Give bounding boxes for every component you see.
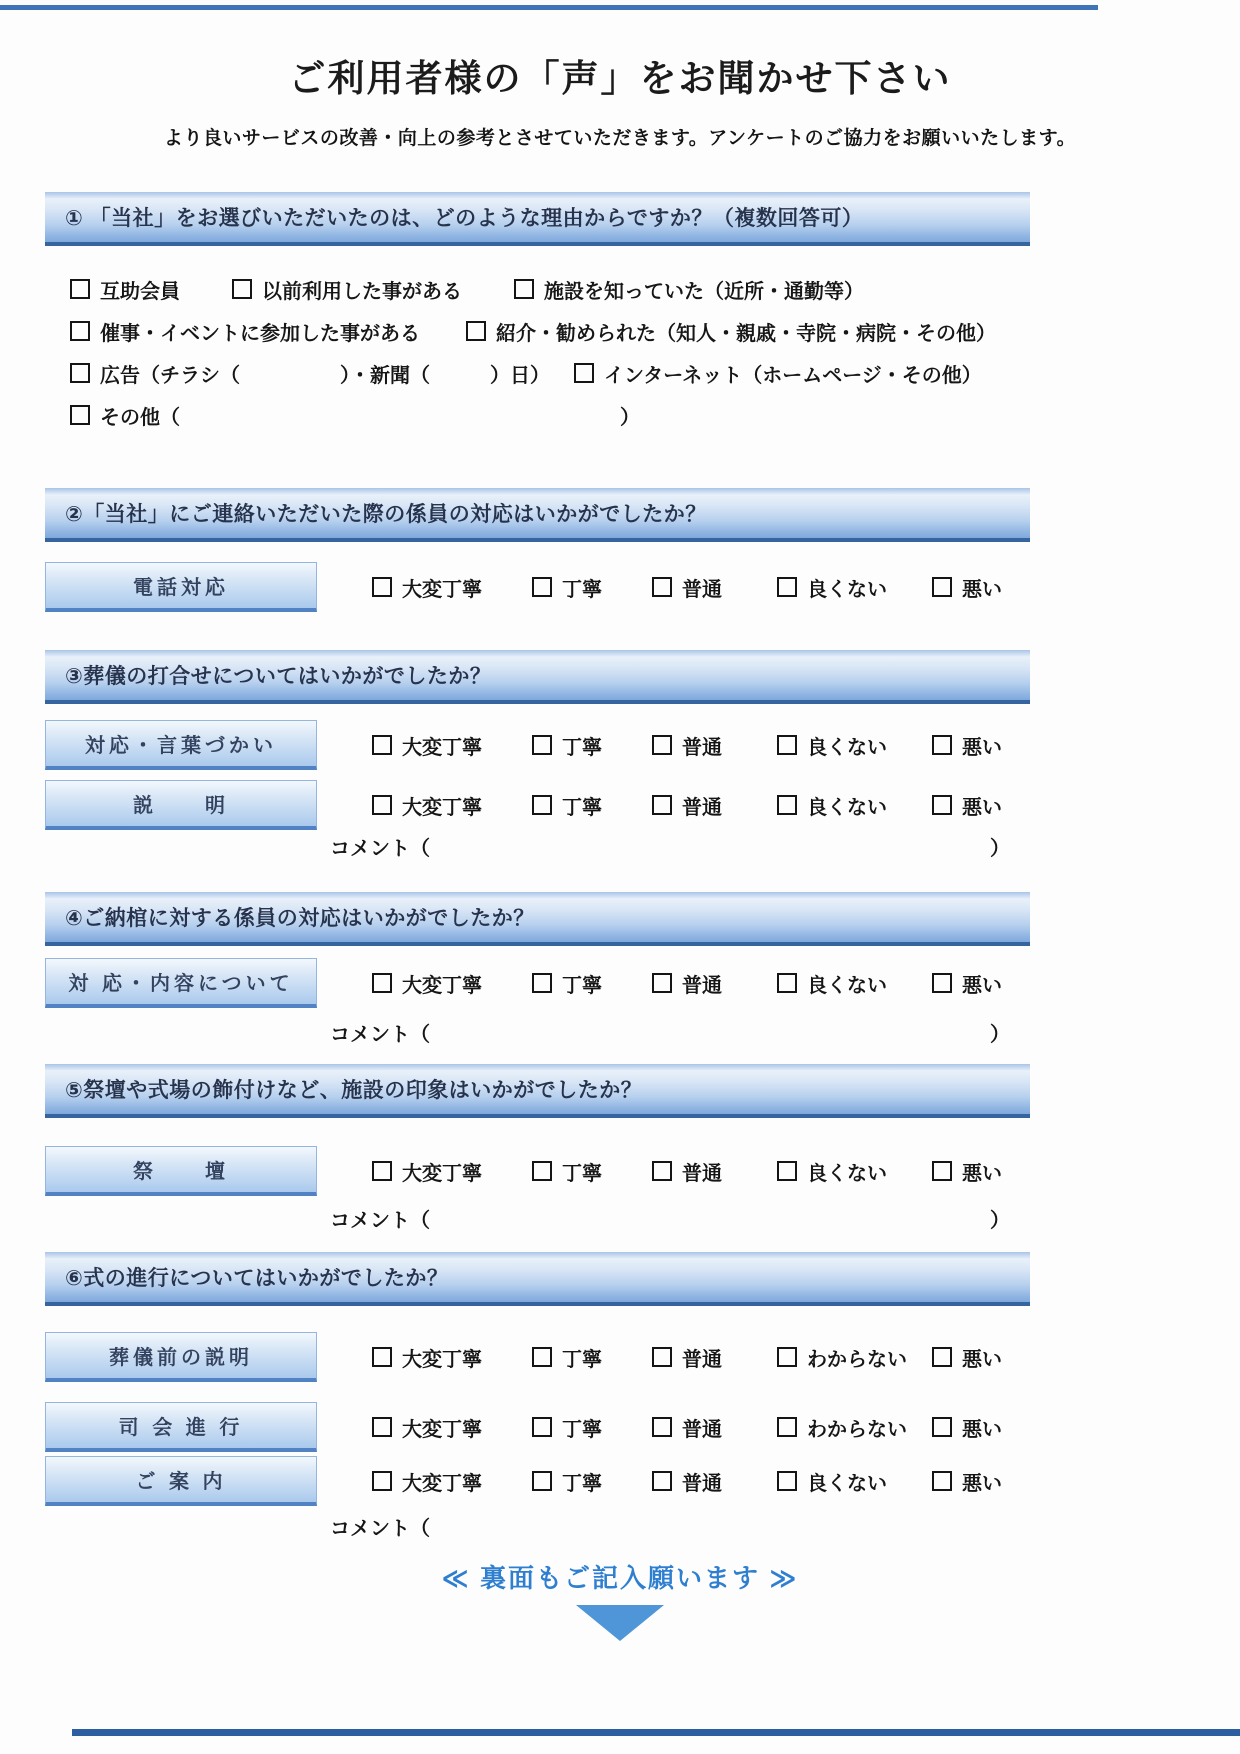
option-other xyxy=(70,401,640,430)
row-label-response-content xyxy=(45,958,317,1008)
checkbox[interactable] xyxy=(652,795,672,815)
rating-option xyxy=(932,1467,1002,1496)
checkbox[interactable] xyxy=(532,795,552,815)
rating-option xyxy=(932,731,1002,760)
checkbox[interactable] xyxy=(932,577,952,597)
rating-option xyxy=(372,731,532,760)
checkbox[interactable] xyxy=(574,363,594,383)
checkbox[interactable] xyxy=(777,973,797,993)
row-label-text: 祭 壇 xyxy=(133,1161,229,1183)
checkbox[interactable] xyxy=(532,1161,552,1181)
comment-open-label: コメント（ xyxy=(330,838,430,860)
rating-option xyxy=(372,1413,532,1442)
rating-option xyxy=(932,573,1002,602)
checkbox[interactable] xyxy=(932,1417,952,1437)
checkbox[interactable] xyxy=(372,973,392,993)
section-1-header: ① 「当社」をお選びいただいたのは、どのような理由からですか？（複数回答可） xyxy=(45,192,1030,246)
checkbox[interactable] xyxy=(70,363,90,383)
option-label: 大変丁寧 xyxy=(402,796,482,819)
comment-field[interactable] xyxy=(330,1514,1010,1544)
comment-open-label: コメント（ xyxy=(330,1210,430,1232)
checkbox[interactable] xyxy=(532,973,552,993)
rating-option xyxy=(532,731,652,760)
page-subtitle: より良いサービスの改善・向上の参考とさせていただきます。アンケートのご協力をお願いいたします。 xyxy=(163,128,1077,149)
option-label: 広告（チラシ（ ）・新聞（ ）日） xyxy=(100,364,550,387)
option-label: 丁寧 xyxy=(562,974,602,997)
rating-option xyxy=(532,1157,652,1186)
rating-options xyxy=(372,731,1002,760)
rating-option xyxy=(777,1343,932,1372)
checkbox[interactable] xyxy=(70,405,90,425)
checkbox[interactable] xyxy=(232,279,252,299)
section-6-header: ⑥式の進行についてはいかがでしたか？ xyxy=(45,1252,1030,1306)
rating-option xyxy=(652,969,777,998)
rating-option xyxy=(932,1343,1002,1372)
comment-open-label: コメント（ xyxy=(330,1024,430,1046)
option-label: 催事・イベントに参加した事がある xyxy=(100,322,420,345)
option-label: 悪い xyxy=(962,1162,1002,1185)
rating-option xyxy=(652,1467,777,1496)
option-label: 丁寧 xyxy=(562,1472,602,1495)
option-label: わからない xyxy=(807,1418,907,1441)
scan-edge-line-bottom xyxy=(72,1729,1240,1736)
option-label: 丁寧 xyxy=(562,1348,602,1371)
rating-option xyxy=(777,731,932,760)
rating-option xyxy=(652,1413,777,1442)
checkbox[interactable] xyxy=(652,577,672,597)
checkbox[interactable] xyxy=(372,1471,392,1491)
rating-option xyxy=(777,969,932,998)
option-attended-event xyxy=(70,317,420,346)
option-label: 丁寧 xyxy=(562,1162,602,1185)
option-label: わからない xyxy=(807,1348,907,1371)
section-3-header: ③葬儀の打合せについてはいかがでしたか？ xyxy=(45,650,1030,704)
checkbox[interactable] xyxy=(777,735,797,755)
checkbox[interactable] xyxy=(372,795,392,815)
scan-edge-line-top xyxy=(0,5,1098,10)
rating-option xyxy=(532,1467,652,1496)
row-label-text: ご 案 内 xyxy=(135,1471,227,1493)
option-label: 悪い xyxy=(962,1348,1002,1371)
rating-option xyxy=(652,1343,777,1372)
option-label: 大変丁寧 xyxy=(402,1418,482,1441)
option-label: 普通 xyxy=(682,1472,722,1495)
rating-option xyxy=(372,573,532,602)
checkbox[interactable] xyxy=(932,1161,952,1181)
checkbox[interactable] xyxy=(932,973,952,993)
option-label: 普通 xyxy=(682,1348,722,1371)
checkbox[interactable] xyxy=(777,1347,797,1367)
section-5-header: ⑤祭壇や式場の飾付けなど、施設の印象はいかがでしたか？ xyxy=(45,1064,1030,1118)
rating-option xyxy=(652,1157,777,1186)
checkbox[interactable] xyxy=(932,735,952,755)
rating-options xyxy=(372,791,1002,820)
option-line xyxy=(70,356,1240,390)
option-label: 普通 xyxy=(682,578,722,601)
checkbox[interactable] xyxy=(777,795,797,815)
option-label: 良くない xyxy=(807,1162,887,1185)
rating-option xyxy=(652,731,777,760)
back-page-note: ≪ 裏面もご記入願います ≫ xyxy=(441,1563,799,1593)
row-label-text: 葬儀前の説明 xyxy=(109,1347,253,1369)
checkbox[interactable] xyxy=(372,577,392,597)
rating-option xyxy=(372,1157,532,1186)
option-label: 良くない xyxy=(807,578,887,601)
option-label: 丁寧 xyxy=(562,1418,602,1441)
rating-options xyxy=(372,1413,1002,1442)
row-label-text: 対 応・内容について xyxy=(68,973,294,995)
rating-option xyxy=(372,791,532,820)
rating-row-casket xyxy=(45,958,1240,1008)
option-line xyxy=(70,314,1240,348)
row-label-text: 司 会 進 行 xyxy=(118,1417,244,1439)
checkbox[interactable] xyxy=(932,1347,952,1367)
row-label-guidance xyxy=(45,1456,317,1506)
checkbox[interactable] xyxy=(932,795,952,815)
checkbox[interactable] xyxy=(70,279,90,299)
checkbox[interactable] xyxy=(532,1347,552,1367)
checkbox[interactable] xyxy=(372,1417,392,1437)
checkbox[interactable] xyxy=(652,735,672,755)
option-label: 互助会員 xyxy=(100,280,180,303)
checkbox[interactable] xyxy=(466,321,486,341)
option-label: 普通 xyxy=(682,736,722,759)
page-title: ご利用者様の「声」をお聞かせ下さい xyxy=(288,58,952,99)
checkbox[interactable] xyxy=(372,1347,392,1367)
checkbox[interactable] xyxy=(777,1471,797,1491)
comment-field[interactable] xyxy=(330,1206,1010,1236)
option-label: 大変丁寧 xyxy=(402,1472,482,1495)
option-label: その他（ ） xyxy=(100,406,640,429)
rating-option xyxy=(532,791,652,820)
option-advertisement xyxy=(70,359,550,388)
rating-options xyxy=(372,1157,1002,1186)
row-label-text: 説 明 xyxy=(133,795,229,817)
option-label: 大変丁寧 xyxy=(402,1162,482,1185)
option-label: 良くない xyxy=(807,736,887,759)
rating-row-attitude xyxy=(45,720,1240,770)
row-label-text: 対応・言葉づかい xyxy=(85,735,277,757)
checkbox[interactable] xyxy=(932,1471,952,1491)
row-label-mc-progress xyxy=(45,1402,317,1452)
rating-option xyxy=(372,1467,532,1496)
row-label-altar xyxy=(45,1146,317,1196)
rating-option xyxy=(932,1413,1002,1442)
option-label: インターネット（ホームページ・その他） xyxy=(604,364,982,387)
section-4-header: ④ご納棺に対する係員の対応はいかがでしたか？ xyxy=(45,892,1030,946)
rating-option xyxy=(777,1467,932,1496)
row-label-explanation xyxy=(45,780,317,830)
comment-close-label: ） xyxy=(990,838,1010,860)
option-label: 大変丁寧 xyxy=(402,736,482,759)
section-2-header: ②「当社」にご連絡いただいた際の係員の対応はいかがでしたか？ xyxy=(45,488,1030,542)
option-label: 丁寧 xyxy=(562,736,602,759)
rating-row-explanation xyxy=(45,780,1240,830)
checkbox[interactable] xyxy=(652,1161,672,1181)
checkbox[interactable] xyxy=(532,1471,552,1491)
rating-option xyxy=(532,1343,652,1372)
rating-option xyxy=(932,1157,1002,1186)
option-label: 普通 xyxy=(682,1418,722,1441)
comment-field[interactable] xyxy=(330,1020,1010,1050)
rating-row-guidance xyxy=(45,1456,1240,1506)
rating-option xyxy=(372,969,532,998)
option-line xyxy=(70,272,1240,306)
rating-options xyxy=(372,1343,1002,1372)
row-label-attitude-wording xyxy=(45,720,317,770)
checkbox[interactable] xyxy=(532,1417,552,1437)
option-label: 悪い xyxy=(962,1418,1002,1441)
checkbox[interactable] xyxy=(777,1161,797,1181)
rating-option xyxy=(532,1413,652,1442)
checkbox[interactable] xyxy=(652,1417,672,1437)
option-label: 良くない xyxy=(807,1472,887,1495)
option-mutual-aid-member xyxy=(70,275,180,304)
option-label: 悪い xyxy=(962,736,1002,759)
option-label: 丁寧 xyxy=(562,796,602,819)
rating-row-altar xyxy=(45,1146,1240,1196)
option-referral xyxy=(466,317,996,346)
checkbox[interactable] xyxy=(514,279,534,299)
rating-row-phone xyxy=(45,562,1240,612)
comment-close-label: ） xyxy=(990,1210,1010,1232)
rating-option xyxy=(932,791,1002,820)
option-label: 丁寧 xyxy=(562,578,602,601)
checkbox[interactable] xyxy=(777,577,797,597)
checkbox[interactable] xyxy=(652,973,672,993)
checkbox[interactable] xyxy=(70,321,90,341)
rating-option xyxy=(777,573,932,602)
option-label: 大変丁寧 xyxy=(402,974,482,997)
checkbox[interactable] xyxy=(372,1161,392,1181)
rating-option xyxy=(777,791,932,820)
section-1-options xyxy=(70,272,1240,432)
rating-row-mc-progress xyxy=(45,1402,1240,1452)
row-label-text: 電話対応 xyxy=(133,577,229,599)
option-label: 良くない xyxy=(807,796,887,819)
checkbox[interactable] xyxy=(652,1471,672,1491)
checkbox[interactable] xyxy=(372,735,392,755)
rating-options xyxy=(372,573,1002,602)
option-label: 大変丁寧 xyxy=(402,578,482,601)
checkbox[interactable] xyxy=(532,735,552,755)
option-label: 悪い xyxy=(962,974,1002,997)
option-label: 悪い xyxy=(962,578,1002,601)
option-label: 普通 xyxy=(682,974,722,997)
checkbox[interactable] xyxy=(532,577,552,597)
option-label: 大変丁寧 xyxy=(402,1348,482,1371)
option-internet xyxy=(574,359,982,388)
rating-option xyxy=(372,1343,532,1372)
rating-option xyxy=(777,1157,932,1186)
rating-option xyxy=(532,573,652,602)
option-used-before xyxy=(232,275,462,304)
rating-option xyxy=(932,969,1002,998)
row-label-pre-funeral-explanation xyxy=(45,1332,317,1382)
rating-option xyxy=(532,969,652,998)
option-label: 普通 xyxy=(682,1162,722,1185)
rating-options xyxy=(372,969,1002,998)
rating-row-pre-funeral-explanation xyxy=(45,1332,1240,1382)
row-label-phone-response xyxy=(45,562,317,612)
option-label: 紹介・勧められた（知人・親戚・寺院・病院・その他） xyxy=(496,322,996,345)
comment-close-label: ） xyxy=(990,1024,1010,1046)
option-line xyxy=(70,398,1240,432)
option-label: 悪い xyxy=(962,796,1002,819)
option-label: 施設を知っていた（近所・通勤等） xyxy=(544,280,864,303)
rating-option xyxy=(777,1413,932,1442)
comment-open-label: コメント（ xyxy=(330,1518,430,1540)
option-label: 普通 xyxy=(682,796,722,819)
option-label: 以前利用した事がある xyxy=(262,280,462,303)
option-label: 良くない xyxy=(807,974,887,997)
option-label: 悪い xyxy=(962,1472,1002,1495)
rating-option xyxy=(652,573,777,602)
rating-options xyxy=(372,1467,1002,1496)
option-knew-facility xyxy=(514,275,864,304)
comment-field[interactable] xyxy=(330,834,1010,864)
checkbox[interactable] xyxy=(777,1417,797,1437)
down-arrow-icon xyxy=(576,1605,664,1641)
rating-option xyxy=(652,791,777,820)
checkbox[interactable] xyxy=(652,1347,672,1367)
